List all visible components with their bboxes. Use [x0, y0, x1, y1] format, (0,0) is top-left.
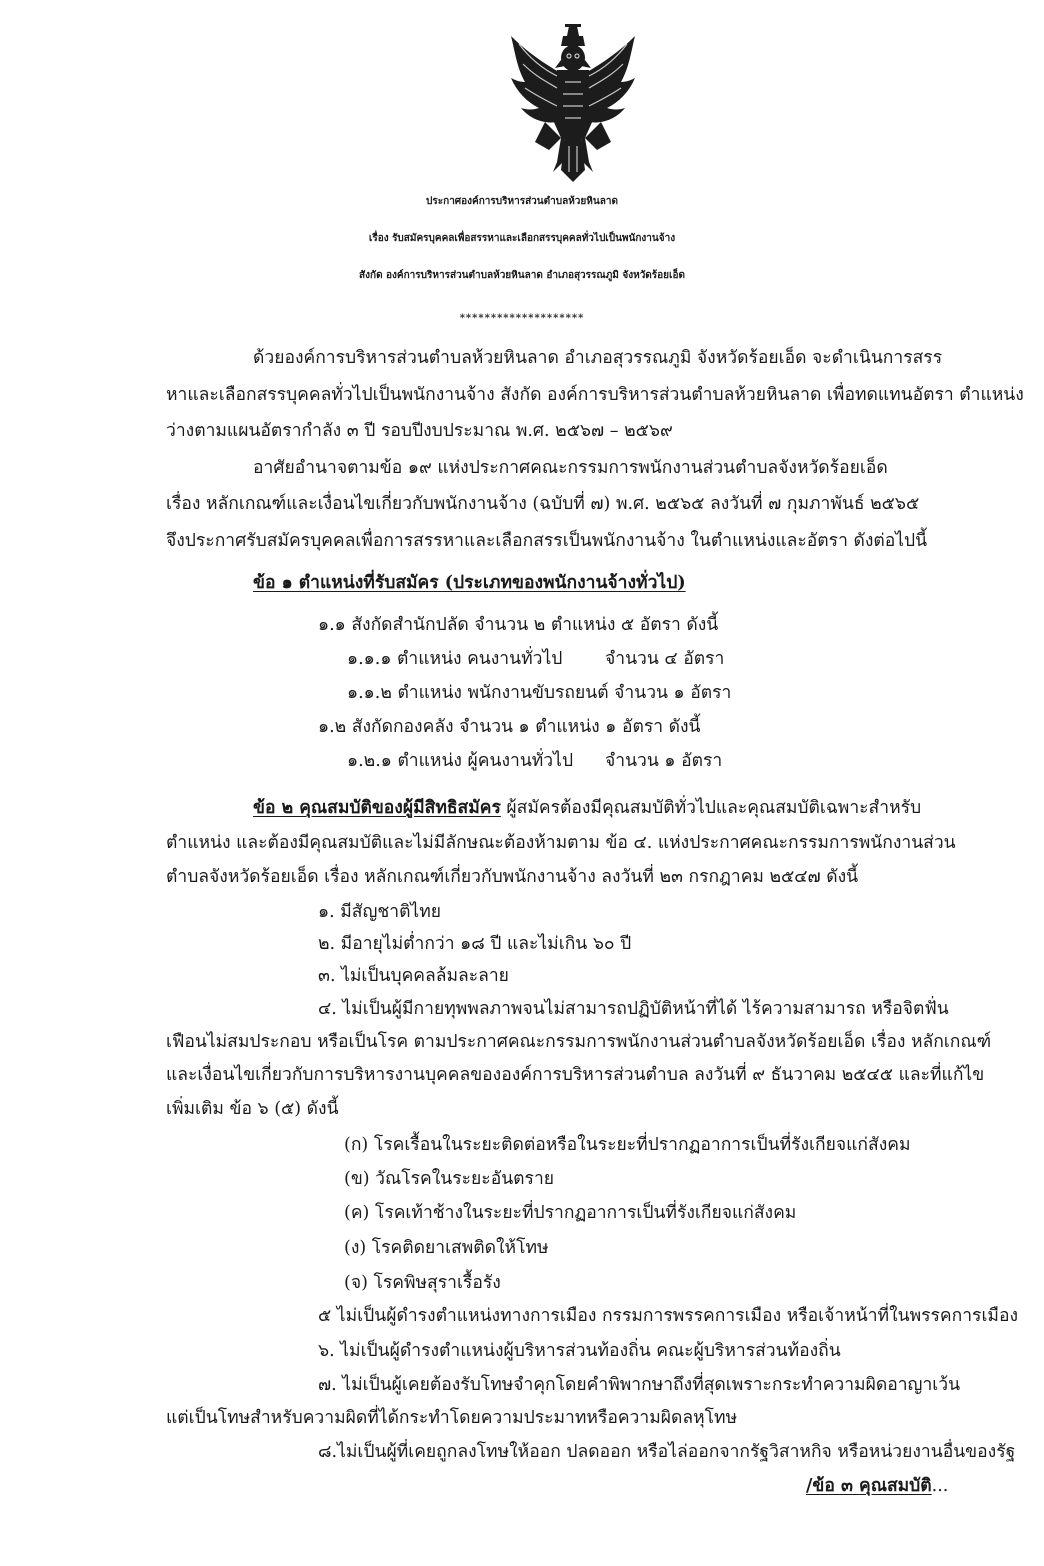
- qualification-3: ๓. ไม่เป็นบุคคลล้มละลาย: [318, 966, 509, 986]
- announcement-affiliation: สังกัด องค์การบริหารส่วนตำบลห้วยหินลาด อำเภอสุวรรณภูมิ จังหวัดร้อยเอ็ด: [359, 270, 685, 281]
- continuation-dots: ...: [931, 1476, 949, 1496]
- separator-line: ********************: [459, 313, 585, 324]
- section-1-group-1: ๑.๑ สังกัดสำนักปลัด จำนวน ๒ ตำแหน่ง ๕ อัตรา ดังนี้: [318, 615, 719, 635]
- intro-p1-line3: ว่างตามแผนอัตรากำลัง ๓ ปี รอบปีงบประมาณ พ.ศ. ๒๕๖๗ – ๒๕๖๙: [166, 421, 673, 441]
- disease-item-b: (ข) วัณโรคในระยะอันตราย: [344, 1169, 555, 1189]
- position-1-1-1-count: จำนวน ๔ อัตรา: [605, 649, 725, 669]
- position-1-2-1-count: จำนวน ๑ อัตรา: [605, 751, 723, 771]
- disease-item-c: (ค) โรคเท้าช้างในระยะที่ปรากฏอาการเป็นที่รังเกียจแก่สังคม: [344, 1203, 797, 1223]
- qualification-4-line4: เพิ่มเติม ข้อ ๖ (๕) ดังนี้: [166, 1099, 339, 1119]
- announcement-title: ประกาศองค์การบริหารส่วนตำบลห้วยหินลาด: [426, 196, 618, 207]
- qualification-8: ๘.ไม่เป็นผู้ที่เคยถูกลงโทษให้ออก ปลดออก หรือไล่ออกจากรัฐวิสาหกิจ หรือหน่วยงานอื่นของรัฐ: [318, 1442, 1016, 1462]
- qualification-4-line1: ๔. ไม่เป็นผู้มีกายทุพพลภาพจนไม่สามารถปฏิบัติหน้าที่ได้ ไร้ความสามารถ หรือจิตฟั่น: [318, 999, 949, 1019]
- qualification-7-line2: แต่เป็นโทษสำหรับความผิดที่ได้กระทำโดยความประมาทหรือความผิดลหุโทษ: [166, 1408, 738, 1428]
- intro-p2-line2: เรื่อง หลักเกณฑ์และเงื่อนไขเกี่ยวกับพนักงานจ้าง (ฉบับที่ ๗) พ.ศ. ๒๕๖๕ ลงวันที่ ๗ กุมภาพันธ์ ๒๕๖๕: [166, 494, 920, 514]
- qualification-4-line3: และเงื่อนไขเกี่ยวกับการบริหารงานบุคคลขององค์การบริหารส่วนตำบล ลงวันที่ ๙ ธันวาคม ๒๕๔๕ และที่แก้ไข: [166, 1065, 985, 1085]
- continuation-label: /ข้อ ๓ คุณสมบัติ: [806, 1476, 932, 1496]
- disease-item-d: (ง) โรคติดยาเสพติดให้โทษ: [344, 1238, 549, 1258]
- section-1-group-2: ๑.๒ สังกัดกองคลัง จำนวน ๑ ตำแหน่ง ๑ อัตรา ดังนี้: [318, 717, 701, 737]
- position-1-2-1: [347, 748, 722, 774]
- announcement-subject: เรื่อง รับสมัครบุคคลเพื่อสรรหาและเลือกสรรบุคคลทั่วไปเป็นพนักงานจ้าง: [368, 233, 676, 244]
- position-1-1-1-title: ๑.๑.๑ ตำแหน่ง คนงานทั่วไป: [347, 649, 563, 669]
- section-2-intro: ผู้สมัครต้องมีคุณสมบัติทั่วไปและคุณสมบัติเฉพาะสำหรับ: [500, 798, 922, 818]
- position-1-1-2: ๑.๑.๒ ตำแหน่ง พนักงานขับรถยนต์ จำนวน ๑ อัตรา: [347, 683, 732, 703]
- section-2-heading: ข้อ ๒ คุณสมบัติของผู้มีสิทธิสมัคร: [253, 798, 501, 818]
- section-2-line1: [253, 795, 921, 821]
- intro-p2-line1: อาศัยอำนาจตามข้อ ๑๙ แห่งประกาศคณะกรรมการพนักงานส่วนตำบลจังหวัดร้อยเอ็ด: [253, 458, 888, 478]
- intro-p1-line2: หาและเลือกสรรบุคคลทั่วไปเป็นพนักงานจ้าง สังกัด องค์การบริหารส่วนตำบลห้วยหินลาด เพื่อทดแทนอัตรา ตำแหน่ง: [166, 385, 1024, 405]
- intro-p2-line3: จึงประกาศรับสมัครบุคคลเพื่อการสรรหาและเลือกสรรเป็นพนักงานจ้าง ในตำแหน่งและอัตรา ดังต่อไปนี้: [166, 531, 928, 551]
- page-continuation: [806, 1473, 948, 1499]
- position-1-2-1-title: ๑.๒.๑ ตำแหน่ง ผู้คนงานทั่วไป: [347, 751, 574, 771]
- section-1-heading: ข้อ ๑ ตำแหน่งที่รับสมัคร (ประเภทของพนักงานจ้างทั่วไป): [253, 573, 686, 593]
- section-2-line3: ตำบลจังหวัดร้อยเอ็ด เรื่อง หลักเกณฑ์เกี่ยวกับพนักงานจ้าง ลงวันที่ ๒๓ กรกฎาคม ๒๕๔๗ ดังนี้: [166, 867, 859, 887]
- disease-item-a: (ก) โรคเรื้อนในระยะติดต่อหรือในระยะที่ปรากฏอาการเป็นที่รังเกียจแก่สังคม: [344, 1135, 911, 1155]
- qualification-2: ๒. มีอายุไม่ต่ำกว่า ๑๘ ปี และไม่เกิน ๖๐ ปี: [318, 934, 632, 954]
- garuda-emblem-icon: [505, 22, 641, 184]
- qualification-6: ๖. ไม่เป็นผู้ดำรงตำแหน่งผู้บริหารส่วนท้องถิ่น คณะผู้บริหารส่วนท้องถิ่น: [318, 1341, 841, 1361]
- position-1-1-1: [347, 646, 724, 672]
- qualification-1: ๑. มีสัญชาติไทย: [318, 902, 442, 922]
- qualification-7-line1: ๗. ไม่เป็นผู้เคยต้องรับโทษจำคุกโดยคำพิพากษาถึงที่สุดเพราะกระทำความผิดอาญาเว้น: [318, 1375, 961, 1395]
- intro-p1-line1: ด้วยองค์การบริหารส่วนตำบลห้วยหินลาด อำเภอสุวรรณภูมิ จังหวัดร้อยเอ็ด จะดำเนินการสรร: [253, 348, 943, 368]
- qualification-5: ๕ ไม่เป็นผู้ดำรงตำแหน่งทางการเมือง กรรมการพรรคการเมือง หรือเจ้าหน้าที่ในพรรคการเมือง: [318, 1306, 1019, 1326]
- section-2-line2: ตำแหน่ง และต้องมีคุณสมบัติและไม่มีลักษณะต้องห้ามตาม ข้อ ๔. แห่งประกาศคณะกรรมการพนักงานส่วน: [166, 833, 956, 853]
- disease-item-e: (จ) โรคพิษสุราเรื้อรัง: [344, 1273, 501, 1293]
- qualification-4-line2: เฟือนไม่สมประกอบ หรือเป็นโรค ตามประกาศคณะกรรมการพนักงานส่วนตำบลจังหวัดร้อยเอ็ด เรื่อง หลักเกณฑ์: [166, 1032, 992, 1052]
